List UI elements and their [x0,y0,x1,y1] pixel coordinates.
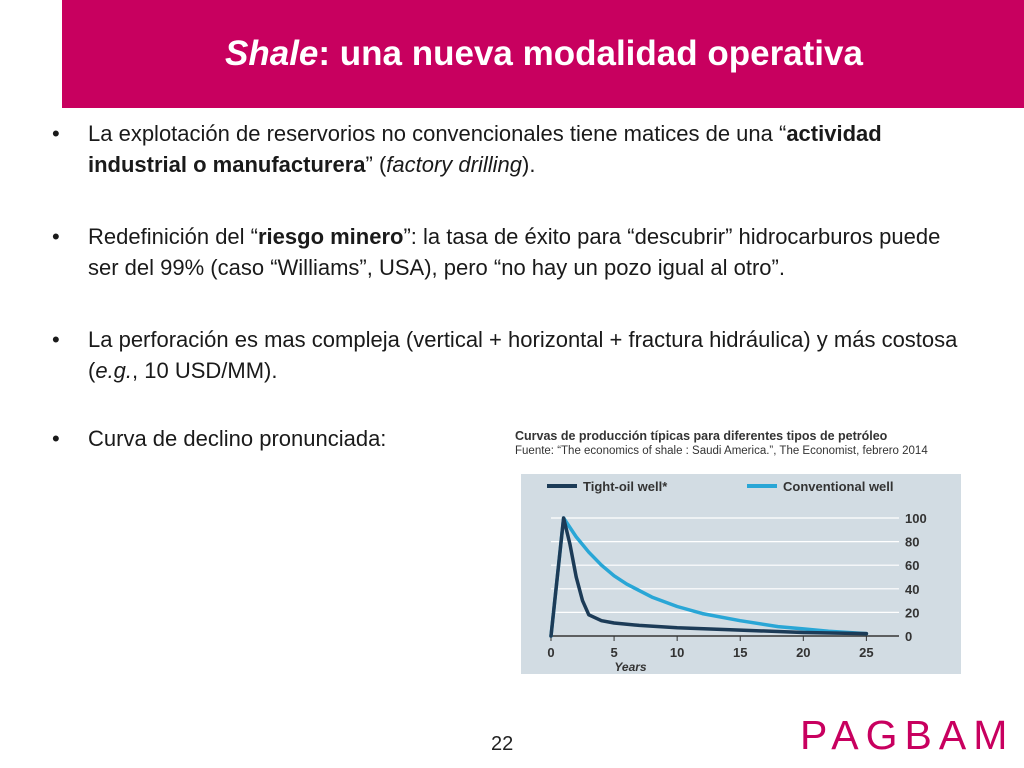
bullet-text-segment: ”: la tasa de éxito para “descubrir” hidrocarburos puede ser del 99% (caso “Williams”, USA), pero “no hay un pozo igual al otro”. [88,224,941,280]
figure-source: Fuente: “The economics of shale : Saudi America.”, The Economist, febrero 2014 [515,445,928,457]
x-axis-label: Years [614,660,647,674]
bullet-dot: • [52,121,60,146]
legend-label: Conventional well [783,479,894,494]
bullet-text-segment: , 10 USD/MM). [132,358,278,383]
x-tick-label: 25 [859,645,874,660]
tight-oil-series-line [551,518,866,636]
title-banner [62,0,1024,108]
y-tick-label: 20 [905,605,920,621]
page-number: 22 [491,733,514,755]
bullet-dot: • [52,224,60,249]
bullet-text-segment: La explotación de reservorios no convencionales tiene matices de una “ [88,121,787,146]
figure-title: Curvas de producción típicas para diferentes tipos de petróleo [515,429,888,443]
y-tick-label: 40 [905,581,920,597]
bullet-dot: • [52,327,60,352]
chart-panel [521,474,961,674]
bullet-text-segment: ” ( [365,152,387,177]
x-tick-label: 5 [610,645,618,660]
bullet-item [50,221,970,283]
production-decline-chart [521,474,961,674]
y-tick-label: 80 [905,534,920,550]
y-tick-label: 0 [905,629,913,644]
x-tick-label: 15 [732,645,748,660]
brand-logo: PAGBAM [800,712,1015,758]
x-tick-label: 0 [547,645,555,660]
y-tick-label: 60 [905,558,920,574]
bullet-text-segment: Redefinición del “ [88,224,258,249]
bullet-text-segment: ). [522,152,536,177]
page-title [225,34,863,74]
bullet-text-segment: factory drilling [386,152,522,177]
bullet-text-segment: e.g. [95,358,133,383]
production-curve-figure [507,426,967,678]
bullet-item [50,118,970,180]
page-title-rest: : una nueva modalidad operativa [318,34,863,73]
bullet-item [50,324,970,386]
bullet-text-segment: Curva de declino pronunciada: [88,426,387,451]
y-tick-label: 100 [905,511,927,526]
bullet-text-segment: actividad industrial o manufacturera [88,121,882,177]
bullet-dot: • [52,426,60,451]
page-title-italic: Shale [225,34,319,73]
x-tick-label: 10 [669,645,685,660]
legend-label: Tight-oil well* [583,479,668,494]
x-tick-label: 20 [796,645,811,660]
bullet-text-segment: La perforación es mas compleja (vertical + horizontal + fractura hidráulica) y más costosa ( [88,327,958,383]
bullet-text-segment: riesgo minero [257,224,404,249]
